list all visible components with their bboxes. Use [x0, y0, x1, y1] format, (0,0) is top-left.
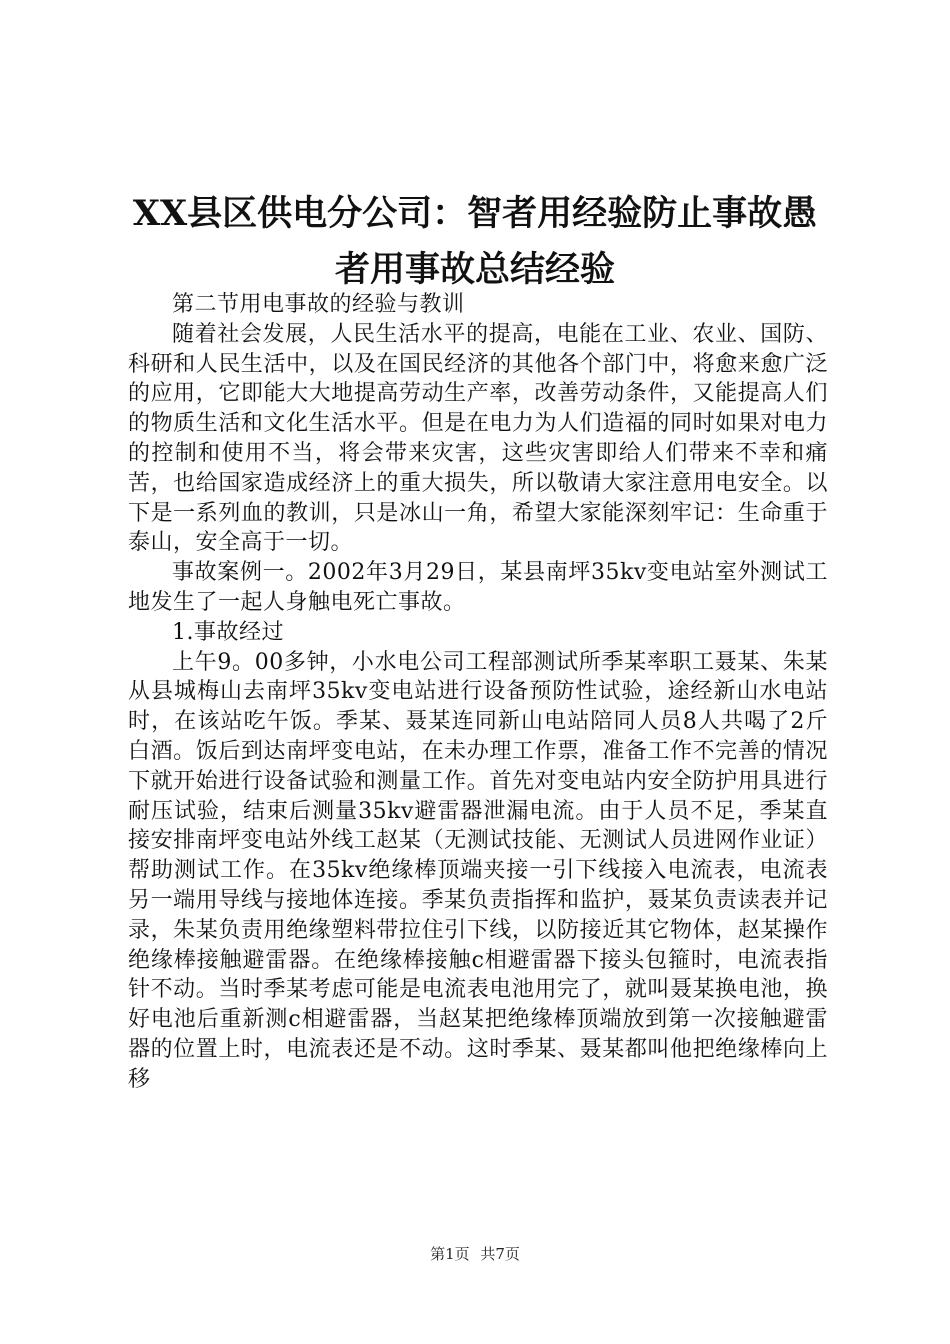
paragraph-intro: 随着社会发展，人民生活水平的提高，电能在工业、农业、国防、科研和人民生活中，以及在国民经济的其他各个部门中，将愈来愈广泛的应用，它即能大大地提高劳动生产率，改善劳动条件，又能提高人们的物质生活和文化生活水平。但是在电力为人们造福的同时如果对电力的控制和使用不当，将会带来灾害，这些灾害即给人们带来不幸和痛苦，也给国家造成经济上的重大损失，所以敬请大家注意用电安全。以下是一系列血的教训，只是冰山一角，希望大家能深刻牢记：生命重于泰山，安全高于一切。 [128, 321, 828, 556]
document-title [120, 186, 830, 298]
subheading-accident-process: 1.事故经过 [172, 619, 284, 645]
page-total: 共7页 [480, 1245, 520, 1263]
section-heading: 第二节用电事故的经验与教训 [172, 292, 465, 317]
title-line-1: XX县区供电分公司：智者用经验防止事故愚 [132, 193, 818, 234]
paragraph-case-one: 事故案例一。2002年3月29日，某县南坪35kv变电站室外测试工地发生了一起人身触电死亡事故。 [128, 560, 828, 615]
page-footer [0, 1243, 950, 1264]
document-body [128, 290, 828, 1095]
title-line-2: 者用事故总结经验 [334, 249, 615, 290]
paragraph-accident-details: 上午9。00多钟，小水电公司工程部测试所季某率职工聂某、朱某从县城梅山去南坪35kv变电站进行设备预防性试验，途经新山水电站时，在该站吃午饭。季某、聂某连同新山电站陪同人员8人共喝了2斤白酒。饭后到达南坪变电站，在未办理工作票，准备工作不完善的情况下就开始进行设备试验和测量工作。首先对变电站内安全防护用具进行耐压试验，结束后测量35kv避雷器泄漏电流。由于人员不足，季某直接安排南坪变电站外线工赵某（无测试技能、无测试人员进网作业证）帮助测试工作。在35kv绝缘棒顶端夹接一引下线接入电流表，电流表另一端用导线与接地体连接。季某负责指挥和监护，聂某负责读表并记录，朱某负责用绝缘塑料带拉住引下线，以防接近其它物体，赵某操作绝缘棒接触避雷器。在绝缘棒接触c相避雷器下接头包箍时，电流表指针不动。当时季某考虑可能是电流表电池用完了，就叫聂某换电池，换好电池后重新测c相避雷器，当赵某把绝缘棒顶端放到第一次接触避雷器的位置上时，电流表还是不动。这时季某、聂某都叫他把绝缘棒向上移 [128, 649, 828, 1092]
page-number: 第1页 [430, 1245, 470, 1263]
